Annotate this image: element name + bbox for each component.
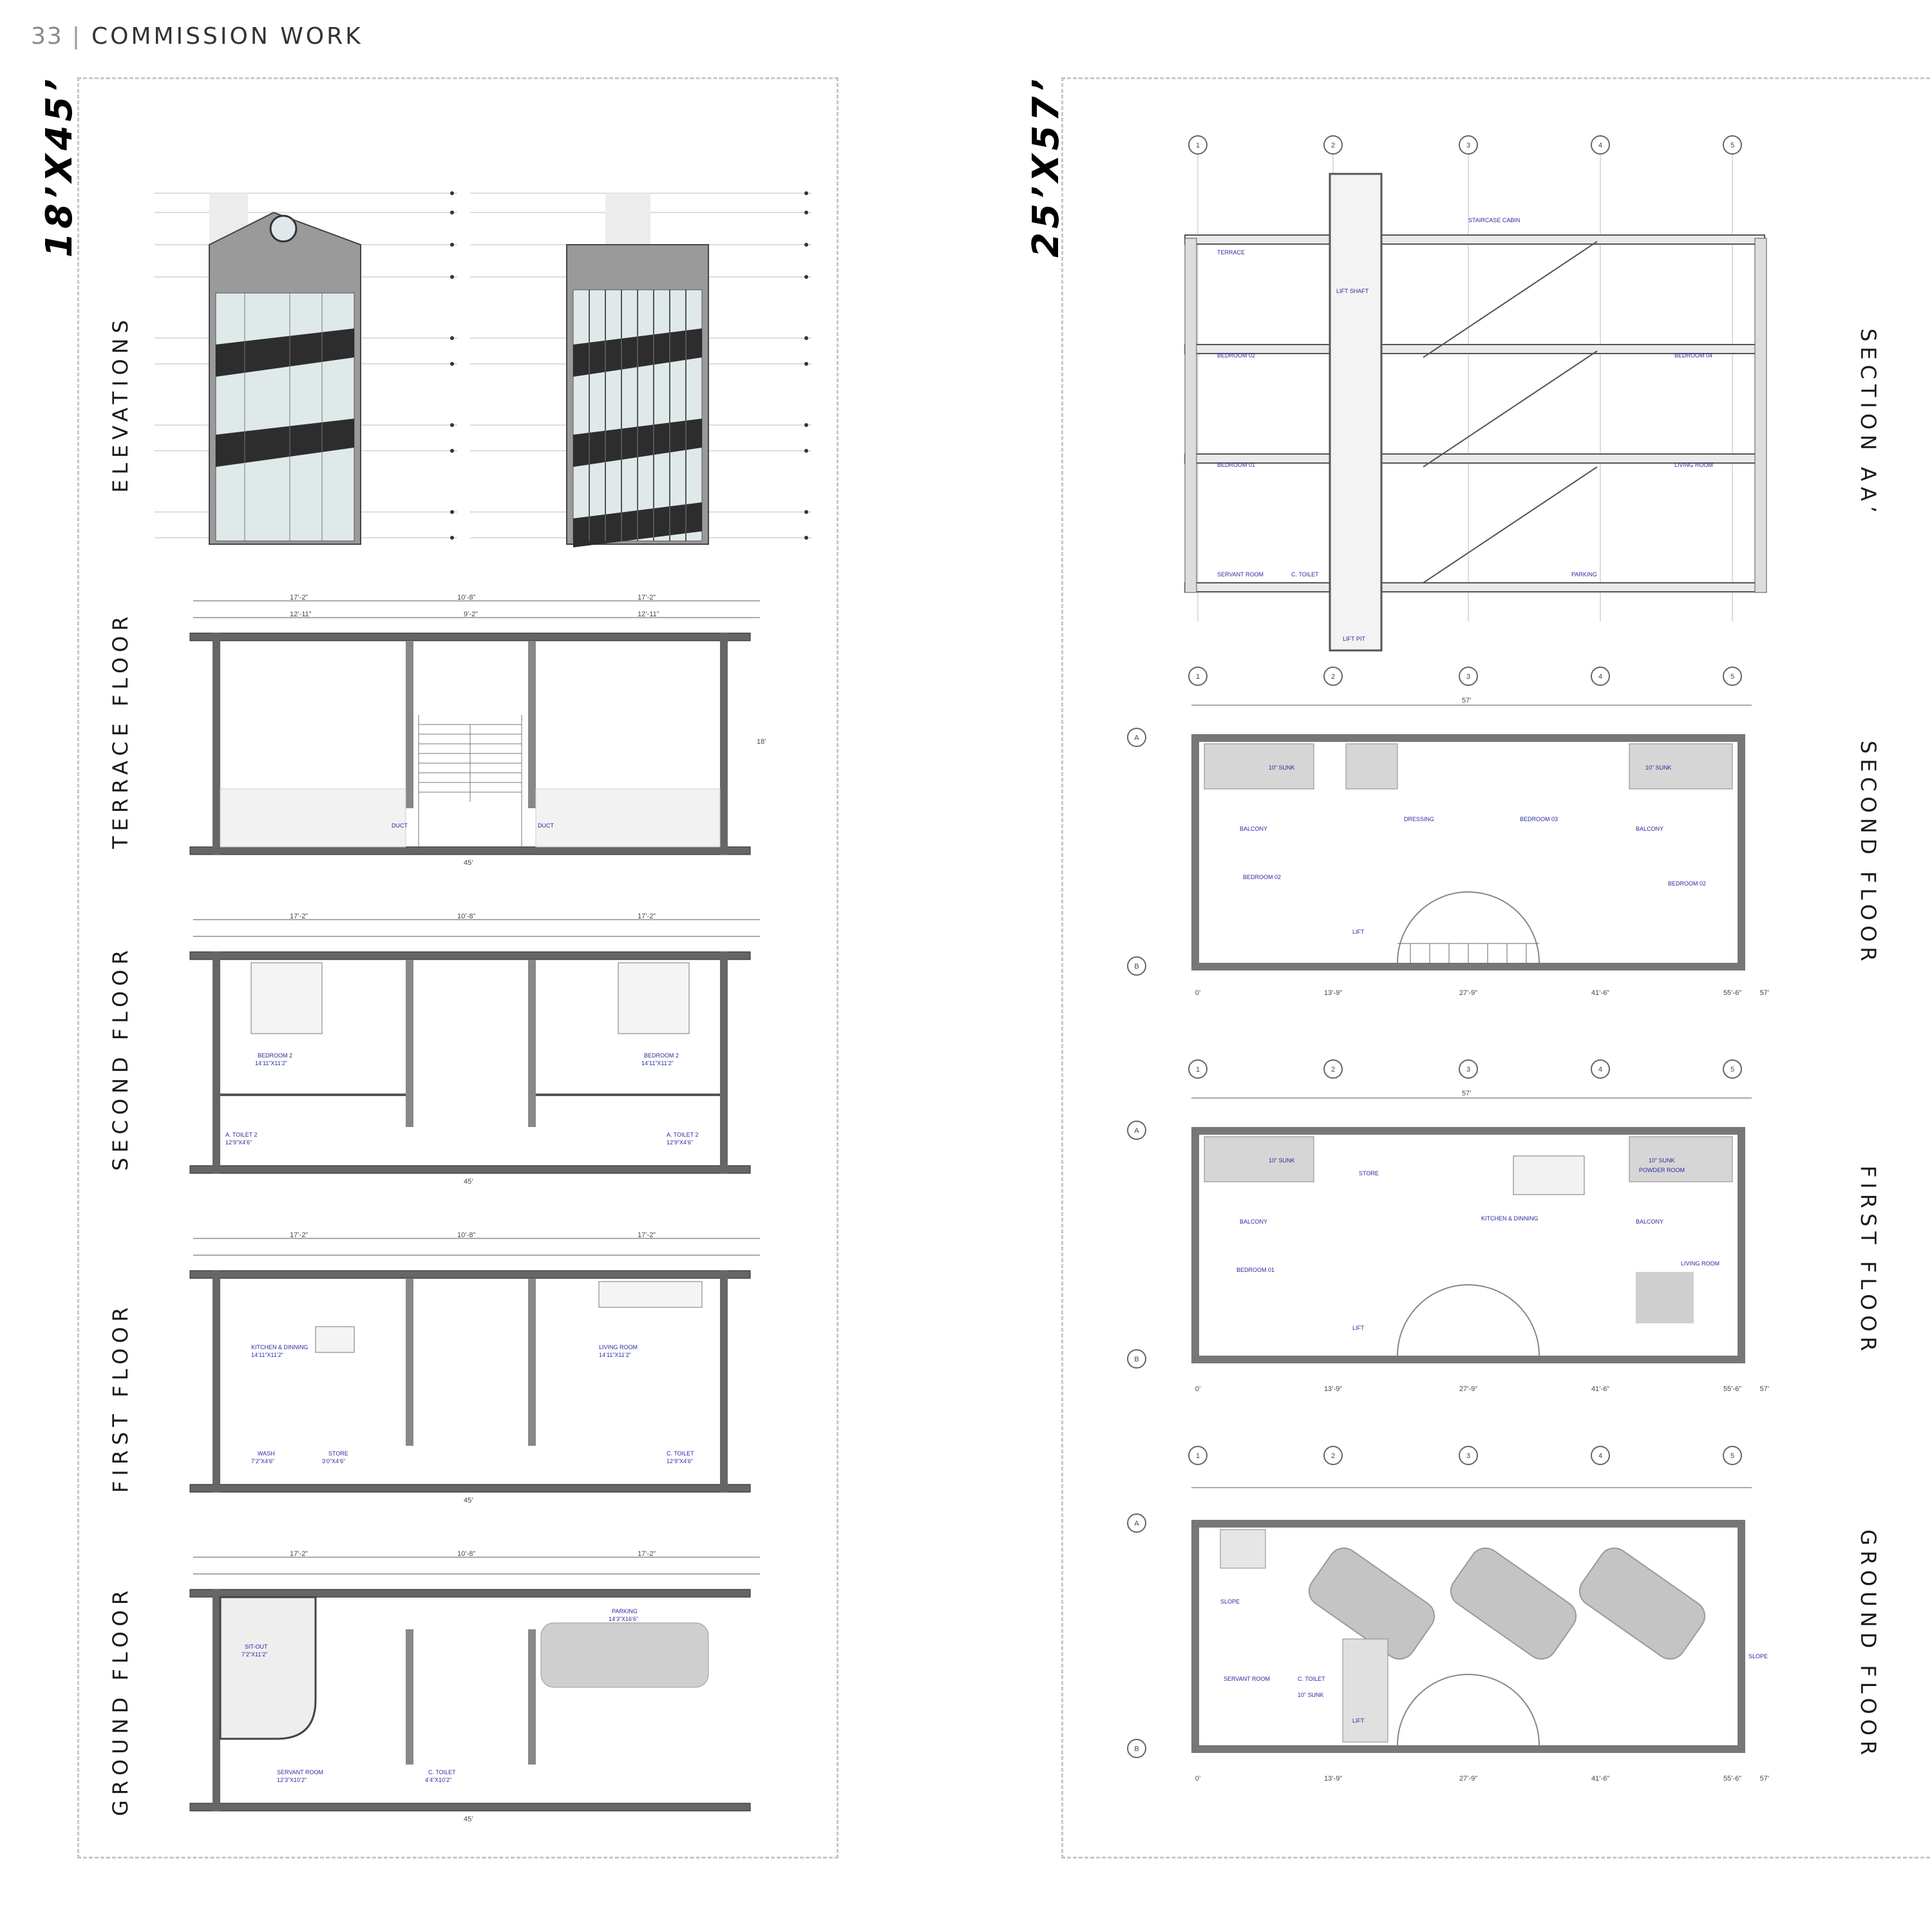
first-left-ctoilet: C. TOILET bbox=[667, 1450, 694, 1457]
ground-left-servant-size: 12’3”X10’2” bbox=[277, 1777, 307, 1783]
second-left-bedroom-a-size: 14’11”X11’2” bbox=[255, 1060, 287, 1066]
first-left-dim-3: 17’-2” bbox=[638, 1231, 656, 1239]
first-right-grid-4: 4 bbox=[1598, 1066, 1603, 1074]
section-grid-1: 1 bbox=[1195, 142, 1200, 149]
section-lift-pit: LIFT PIT bbox=[1343, 636, 1365, 642]
first-left-dim-2: 10’-8” bbox=[457, 1231, 476, 1239]
section-terrace: TERRACE bbox=[1217, 249, 1245, 256]
ground-left-dim-3: 17’-2” bbox=[638, 1550, 656, 1558]
ground-left-sitout: SIT-OUT bbox=[245, 1643, 268, 1650]
label-elevations: ELEVATIONS bbox=[108, 315, 133, 493]
second-right-grid-5: 5 bbox=[1730, 673, 1735, 681]
second-right-dim-0: 0’ bbox=[1195, 989, 1201, 997]
first-right-dim-3: 41’-6” bbox=[1591, 1385, 1610, 1393]
first-right-kitchen: KITCHEN & DINNING bbox=[1481, 1215, 1539, 1222]
first-right-dim-2: 27’-9” bbox=[1459, 1385, 1478, 1393]
second-left-toilet-b-size: 12’9”X4’6” bbox=[667, 1139, 694, 1146]
terrace-duct-2: DUCT bbox=[538, 822, 554, 829]
second-right-lift: LIFT bbox=[1352, 929, 1365, 935]
second-right-grid-4: 4 bbox=[1598, 673, 1603, 681]
terrace-dim-2: 10’-8” bbox=[457, 594, 476, 601]
second-right-balcony-a: BALCONY bbox=[1240, 826, 1268, 832]
section-ctoilet: C. TOILET bbox=[1291, 571, 1319, 578]
section-bedroom1: BEDROOM 01 bbox=[1217, 462, 1256, 468]
label-second-floor-right: SECOND FLOOR bbox=[1856, 741, 1880, 967]
first-right-total: 57’ bbox=[1462, 1090, 1472, 1097]
second-left-toilet-b: A. TOILET 2 bbox=[667, 1132, 699, 1138]
ground-left-servant: SERVANT ROOM bbox=[277, 1769, 324, 1776]
ground-right-dim-5: 57’ bbox=[1759, 1775, 1770, 1783]
page-title: COMMISSION WORK bbox=[91, 23, 363, 50]
label-section-aa: SECTION AA’ bbox=[1856, 328, 1880, 518]
first-left-kitchen-size: 14’11”X11’2” bbox=[251, 1352, 283, 1358]
second-left-bedroom-b-size: 14’11”X11’2” bbox=[641, 1060, 674, 1066]
terrace-dim-6: 12’-11” bbox=[638, 611, 659, 618]
section-grid-5: 5 bbox=[1730, 142, 1735, 149]
first-right-balcony-a: BALCONY bbox=[1240, 1218, 1268, 1225]
ground-left-dim-2: 10’-8” bbox=[457, 1550, 476, 1558]
first-right-grid-b: B bbox=[1134, 1356, 1139, 1363]
first-right-dim-5: 57’ bbox=[1759, 1385, 1770, 1393]
section-grid-4: 4 bbox=[1598, 142, 1603, 149]
terrace-length: 45’ bbox=[464, 859, 473, 867]
first-right-bedroom1: BEDROOM 01 bbox=[1236, 1267, 1275, 1273]
first-right-powder: POWDER ROOM bbox=[1639, 1167, 1685, 1173]
first-left-living-size: 14’11”X11’2” bbox=[599, 1352, 631, 1358]
ground-right-grid-5: 5 bbox=[1730, 1452, 1735, 1460]
first-left-length: 45’ bbox=[464, 1497, 473, 1504]
second-right-sunk-b: 10” SUNK bbox=[1645, 764, 1672, 771]
left-size-title: 18’X45’ bbox=[39, 75, 80, 258]
first-right-balcony-b: BALCONY bbox=[1636, 1218, 1664, 1225]
first-right-sunk-a: 10” SUNK bbox=[1269, 1157, 1295, 1164]
header-divider: | bbox=[71, 23, 82, 50]
first-floor-plan-left bbox=[187, 1233, 766, 1504]
second-right-dressing: DRESSING bbox=[1404, 816, 1435, 822]
second-right-dim-2: 27’-9” bbox=[1459, 989, 1478, 997]
first-right-grid-3: 3 bbox=[1466, 1066, 1471, 1074]
label-ground-floor-right: GROUND FLOOR bbox=[1856, 1530, 1880, 1761]
terrace-duct-1: DUCT bbox=[392, 822, 408, 829]
label-first-floor-left: FIRST FLOOR bbox=[108, 1302, 133, 1493]
section-aa-drawing bbox=[1121, 132, 1823, 657]
second-left-toilet-a-size: 12’9”X4’6” bbox=[225, 1139, 252, 1146]
ground-right-slope-b: SLOPE bbox=[1748, 1653, 1768, 1660]
section-living: LIVING ROOM bbox=[1674, 462, 1714, 468]
terrace-dim-top bbox=[193, 594, 760, 618]
second-floor-plan-right bbox=[1121, 667, 1835, 1046]
section-bedroom2: BEDROOM 02 bbox=[1217, 352, 1256, 359]
ground-right-sunk: 10” SUNK bbox=[1298, 1692, 1324, 1698]
terrace-dim-1: 17’-2” bbox=[290, 594, 308, 601]
first-left-dim-1: 17’-2” bbox=[290, 1231, 308, 1239]
section-grid-2: 2 bbox=[1331, 142, 1336, 149]
ground-floor-plan-right bbox=[1121, 1446, 1835, 1832]
ground-right-dim-4: 55’-6” bbox=[1723, 1775, 1742, 1783]
first-left-living: LIVING ROOM bbox=[599, 1344, 638, 1350]
section-bedroom4: BEDROOM 04 bbox=[1674, 352, 1713, 359]
right-size-title: 25’X57’ bbox=[1025, 75, 1067, 258]
first-left-wash-size: 7’2”X4’6” bbox=[251, 1458, 275, 1464]
second-left-bedroom-a: BEDROOM 2 bbox=[258, 1052, 293, 1059]
second-right-grid-2: 2 bbox=[1331, 673, 1336, 681]
first-left-wash: WASH bbox=[258, 1450, 275, 1457]
second-right-grid-a: A bbox=[1134, 734, 1139, 742]
ground-right-dim-3: 41’-6” bbox=[1591, 1775, 1610, 1783]
label-ground-floor-left: GROUND FLOOR bbox=[108, 1585, 133, 1816]
ground-right-grid-4: 4 bbox=[1598, 1452, 1603, 1460]
second-left-length: 45’ bbox=[464, 1178, 473, 1186]
first-left-kitchen: KITCHEN & DINNING bbox=[251, 1344, 308, 1350]
first-right-grid-2: 2 bbox=[1331, 1066, 1336, 1074]
ground-floor-plan-left bbox=[187, 1552, 766, 1823]
second-right-dim-5: 57’ bbox=[1759, 989, 1770, 997]
ground-left-parking: PARKING bbox=[612, 1608, 638, 1615]
second-right-sunk-a: 10” SUNK bbox=[1269, 764, 1295, 771]
second-right-grid-3: 3 bbox=[1466, 673, 1471, 681]
first-right-lift: LIFT bbox=[1352, 1325, 1365, 1331]
label-first-floor-right: FIRST FLOOR bbox=[1856, 1166, 1880, 1356]
ground-right-dim-2: 27’-9” bbox=[1459, 1775, 1478, 1783]
first-right-living: LIVING ROOM bbox=[1681, 1260, 1720, 1267]
first-right-grid-1: 1 bbox=[1195, 1066, 1200, 1074]
first-right-sunk-b: 10” SUNK bbox=[1649, 1157, 1675, 1164]
ground-right-dim-0: 0’ bbox=[1195, 1775, 1201, 1783]
ground-right-servant: SERVANT ROOM bbox=[1224, 1676, 1271, 1682]
ground-right-ctoilet: C. TOILET bbox=[1298, 1676, 1325, 1682]
second-left-dim-1: 17’-2” bbox=[290, 913, 308, 920]
second-right-grid-1: 1 bbox=[1195, 673, 1200, 681]
section-lift-shaft: LIFT SHAFT bbox=[1336, 288, 1369, 294]
section-staircase: STAIRCASE CABIN bbox=[1468, 217, 1520, 223]
second-right-grid-b: B bbox=[1134, 963, 1139, 971]
elevations-drawing bbox=[155, 187, 824, 560]
terrace-dim-5: 9’-2” bbox=[464, 611, 478, 618]
second-left-bedroom-b: BEDROOM 2 bbox=[644, 1052, 679, 1059]
terrace-width: 18’ bbox=[757, 738, 766, 746]
first-right-dim-0: 0’ bbox=[1195, 1385, 1201, 1393]
second-right-dim-1: 13’-9” bbox=[1323, 989, 1343, 997]
second-right-balcony-b: BALCONY bbox=[1636, 826, 1664, 832]
second-left-toilet-a: A. TOILET 2 bbox=[225, 1132, 258, 1138]
ground-left-length: 45’ bbox=[464, 1815, 473, 1823]
second-right-total: 57’ bbox=[1462, 697, 1472, 705]
page-header bbox=[31, 23, 363, 50]
ground-right-grid-1: 1 bbox=[1195, 1452, 1200, 1460]
first-right-grid-a: A bbox=[1134, 1127, 1139, 1135]
second-left-dim-2: 10’-8” bbox=[457, 913, 476, 920]
terrace-dim-3: 17’-2” bbox=[638, 594, 656, 601]
ground-left-sitout-size: 7’2”X11’2” bbox=[242, 1651, 268, 1658]
second-right-dim-4: 55’-6” bbox=[1723, 989, 1742, 997]
ground-right-grid-3: 3 bbox=[1466, 1452, 1471, 1460]
ground-right-dim-1: 13’-9” bbox=[1323, 1775, 1343, 1783]
ground-right-grid-2: 2 bbox=[1331, 1452, 1336, 1460]
ground-right-grid-a: A bbox=[1134, 1520, 1139, 1528]
first-right-dim-1: 13’-9” bbox=[1323, 1385, 1343, 1393]
page-number: 33 bbox=[31, 23, 63, 50]
first-left-store: STORE bbox=[328, 1450, 348, 1457]
ground-right-grid-b: B bbox=[1134, 1745, 1139, 1753]
second-left-dim-3: 17’-2” bbox=[638, 913, 656, 920]
second-right-bedroom-b: BEDROOM 02 bbox=[1668, 880, 1707, 887]
first-right-grid-5: 5 bbox=[1730, 1066, 1735, 1074]
first-floor-plan-right bbox=[1121, 1059, 1835, 1420]
section-servant: SERVANT ROOM bbox=[1217, 571, 1264, 578]
second-right-dim-3: 41’-6” bbox=[1591, 989, 1610, 997]
section-parking: PARKING bbox=[1571, 571, 1597, 578]
label-terrace-floor: TERRACE FLOOR bbox=[108, 611, 133, 849]
ground-left-parking-size: 14’3”X16’6” bbox=[609, 1616, 639, 1622]
ground-right-lift: LIFT bbox=[1352, 1718, 1365, 1724]
ground-right-slope-a: SLOPE bbox=[1220, 1598, 1240, 1605]
second-right-bedroom3: BEDROOM 03 bbox=[1520, 816, 1558, 822]
first-right-dim-4: 55’-6” bbox=[1723, 1385, 1742, 1393]
terrace-floor-plan bbox=[187, 596, 766, 866]
ground-left-ctoilet: C. TOILET bbox=[428, 1769, 456, 1776]
terrace-dim-4: 12’-11” bbox=[290, 611, 312, 618]
second-floor-plan-left bbox=[187, 914, 766, 1185]
label-second-floor-left: SECOND FLOOR bbox=[108, 945, 133, 1171]
first-right-store: STORE bbox=[1359, 1170, 1379, 1177]
first-left-ctoilet-size: 12’9”X4’6” bbox=[667, 1458, 694, 1464]
ground-left-dim-1: 17’-2” bbox=[290, 1550, 308, 1558]
first-left-store-size: 3’0”X4’6” bbox=[322, 1458, 346, 1464]
ground-left-ctoilet-size: 4’4”X10’2” bbox=[425, 1777, 452, 1783]
section-grid-3: 3 bbox=[1466, 142, 1471, 149]
second-right-bedroom2: BEDROOM 02 bbox=[1243, 874, 1282, 880]
